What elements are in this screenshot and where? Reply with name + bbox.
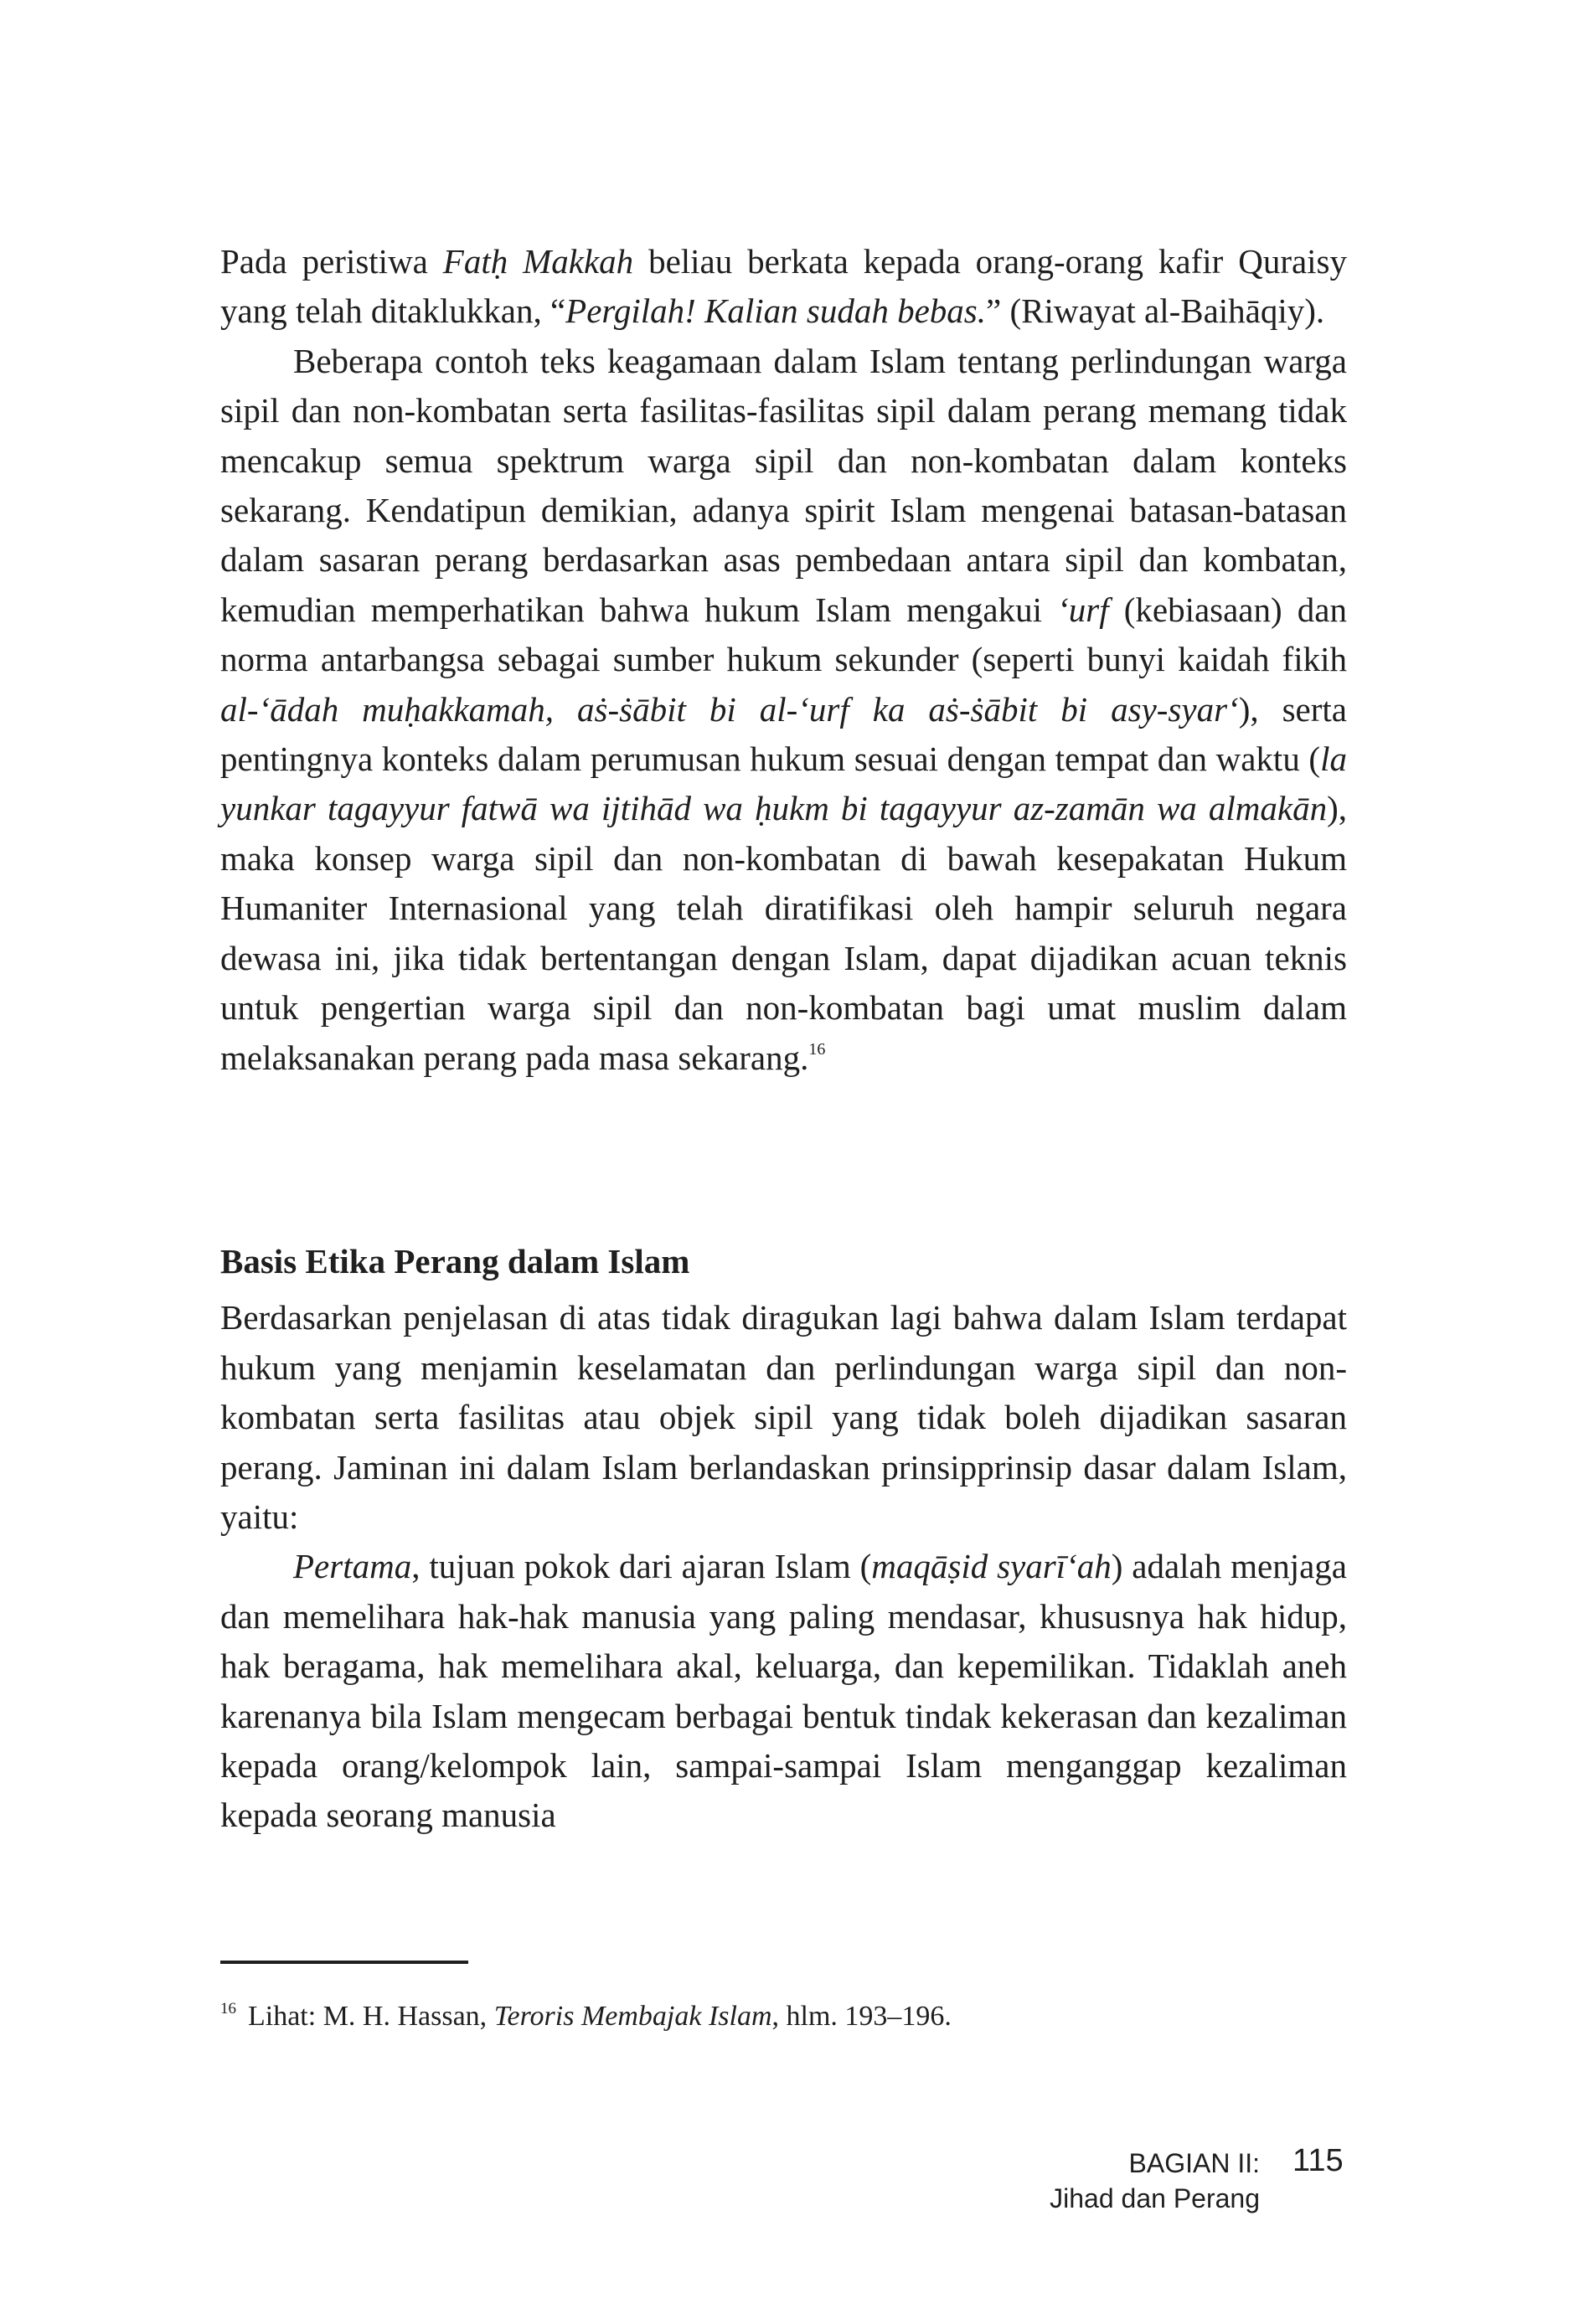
paragraph-pertama: Pertama, tujuan pokok dari ajaran Islam (maqāṣid syarī‘ah) adalah menjaga dan memelihara hak-hak manusia yang paling mendasar, khususnya hak hidup, hak beragama, hak memelihara akal, keluarga, dan kepemilikan. Tidaklah aneh karenanya bila Islam mengecam berbagai bentuk tindak kekerasan dan kezaliman kepada orang/kelompok lain, sampai-sampai Islam menganggap kezaliman kepada seorang manusia: [220, 1547, 1347, 1835]
footnote-number: 16: [220, 2000, 236, 2017]
paragraph-teks-keagamaan: Beberapa contoh teks keagamaan dalam Islam tentang perlindungan warga sipil dan non-kombatan serta fasilitas-fasilitas sipil dalam perang memang tidak mencakup semua spektrum warga sipil dan non-kombatan dalam konteks sekarang. Kendatipun demikian, adanya spirit Islam mengenai batasan-batasan dalam sasaran perang berdasarkan asas pembedaan antara sipil dan kombatan, kemudian memperhatikan bahwa hukum Islam mengakui ‘urf (kebiasaan) dan norma antarbangsa sebagai sumber hukum sekunder (seperti bunyi kaidah fikih al-‘ādah muḥakkamah, aṡ-ṡābit bi al-‘urf ka aṡ-ṡābit bi asy-syar‘), serta pentingnya konteks dalam perumusan hukum sesuai dengan tempat dan waktu (la yunkar tagayyur fatwā wa ijtihād wa ḥukm bi tagayyur az-zamān wa almakān), maka konsep warga sipil dan non-kombatan di bawah kesepakatan Hukum Humaniter Internasional yang telah diratifikasi oleh hampir seluruh negara dewasa ini, jika tidak bertentangan dengan Islam, dapat dijadikan acuan teknis untuk pengertian warga sipil dan non-kombatan bagi umat muslim dalam melaksanakan perang pada masa sekarang.$^{16}$: [220, 341, 1347, 1077]
term-kaidah-fikih: al-‘ādah muḥakkamah, aṡ-ṡābit bi al-‘urf ka aṡ-ṡābit bi asy-syar‘: [220, 689, 1239, 729]
paragraph-fath-makkah: Pada peristiwa Fatḥ Makkah beliau berkata kepada orang-orang kafir Quraisy yang telah ditaklukkan, “Pergilah! Kalian sudah bebas.” (Riwayat al-Baihāqiy).: [220, 242, 1348, 331]
footnote-reference[interactable]: 16: [808, 1039, 826, 1059]
paragraph-berdasarkan: Berdasarkan penjelasan di atas tidak diragukan lagi bahwa dalam Islam terdapat hukum yang menjamin keselamatan dan perlindungan warga sipil dan non-kombatan serta fasilitas atau objek sipil yang tidak boleh dijadikan sasaran perang. Jaminan ini dalam Islam berlandaskan prinsipprinsip dasar dalam Islam, yaitu:: [220, 1298, 1347, 1537]
page-number: 115: [1292, 2143, 1344, 2178]
section-basis-etika: [220, 1237, 1347, 1841]
term-maqasid: maqāṣid syarī‘ah: [871, 1547, 1112, 1586]
body-text-top: [220, 237, 1347, 1083]
term-pertama: Pertama: [293, 1547, 412, 1586]
running-footer: [1050, 2146, 1260, 2216]
term-la-yunkar: la yunkar tagayyur fatwā wa ijtihād wa ḥukm bi tagayyur az-zamān wa almakān: [220, 739, 1347, 828]
footer-section-title: Jihad dan Perang: [1050, 2183, 1260, 2213]
quote-pergilah: Pergilah! Kalian sudah bebas.: [565, 291, 987, 331]
footnote-divider: [220, 1961, 468, 1964]
section-heading: Basis Etika Perang dalam Islam: [220, 1242, 690, 1281]
footnote-book-title: Teroris Membajak Islam: [493, 2001, 772, 2032]
term-fath-makkah: Fatḥ Makkah: [442, 242, 634, 281]
footnote: $^{16}$ Lihat: M. H. Hassan, Teroris Membajak Islam, hlm. 193–196.: [220, 2000, 952, 2032]
footer-section-label: BAGIAN II:: [1128, 2148, 1260, 2178]
term-urf: ‘urf: [1057, 590, 1109, 629]
